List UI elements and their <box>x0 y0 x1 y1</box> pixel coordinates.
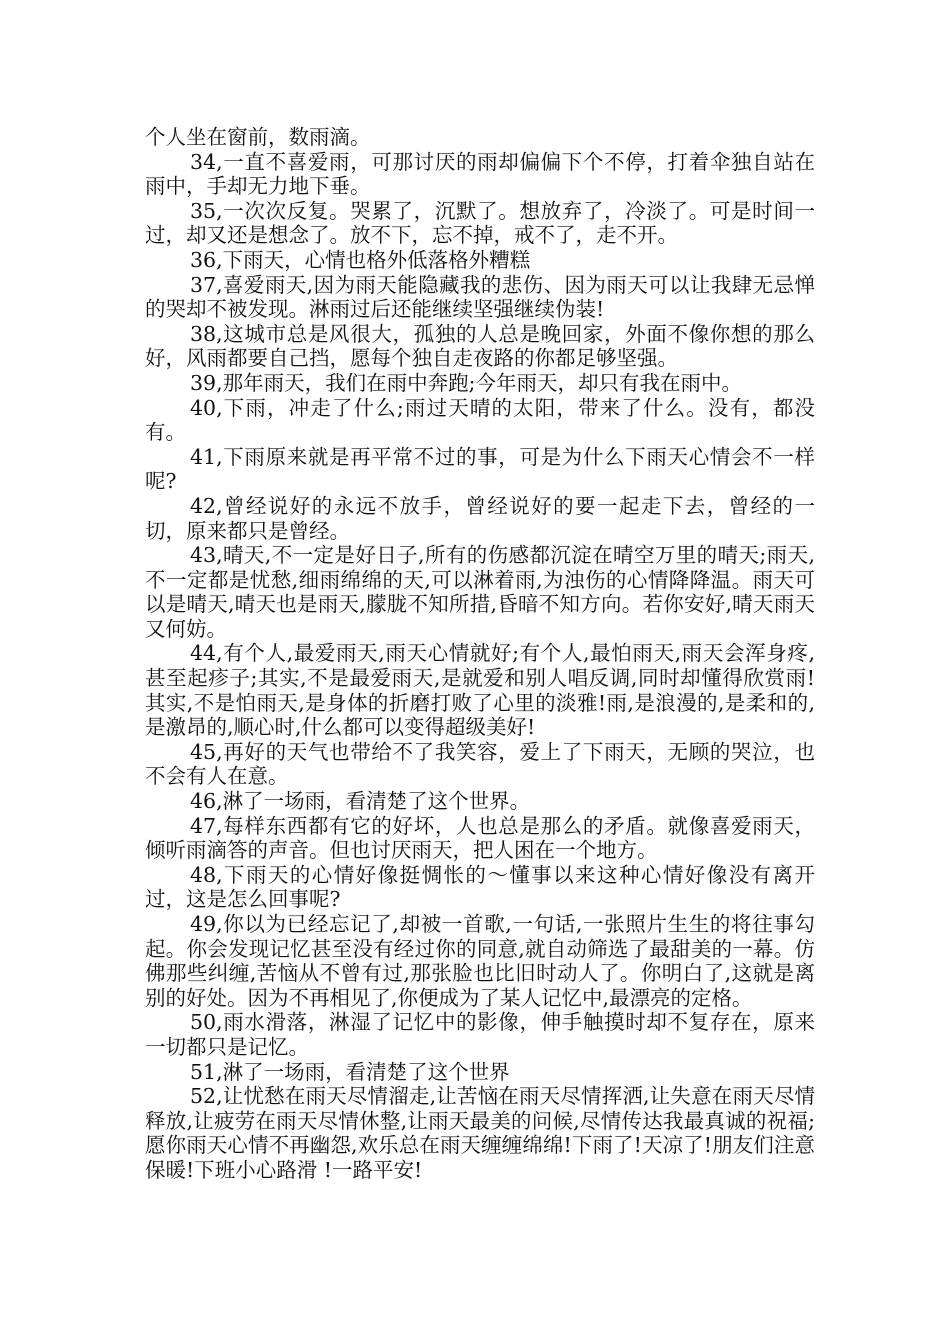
paragraph-45: 45,再好的天气也带给不了我笑容，爱上了下雨天，无顾的哭泣，也不会有人在意。 <box>145 739 815 789</box>
paragraph-39: 39,那年雨天，我们在雨中奔跑;今年雨天，却只有我在雨中。 <box>190 370 743 395</box>
paragraph-34: 34,一直不喜爱雨，可那讨厌的雨却偏偏下个不停，打着伞独自站在雨中，手却无力地下垂。 <box>145 149 815 199</box>
paragraph-40: 40,下雨，冲走了什么;雨过天晴的太阳，带来了什么。没有，都没有。 <box>145 395 815 445</box>
paragraph-47: 47,每样东西都有它的好坏，人也总是那么的矛盾。就像喜爱雨天，倾听雨滴答的声音。但也讨厌雨天，把人困在一个地方。 <box>145 813 815 863</box>
paragraph-37: 37,喜爱雨天,因为雨天能隐藏我的悲伤、因为雨天可以让我肆无忌惮的哭却不被发现。淋雨过后还能继续坚强继续伪装! <box>145 272 815 322</box>
paragraph-49: 49,你以为已经忘记了,却被一首歌,一句话,一张照片生生的将往事勾起。你会发现记忆甚至没有经过你的同意,就自动筛选了最甜美的一幕。仿佛那些纠缠,苦恼从不曾有过,那张脸也比旧时动人了。你明白了,这就是离别的好处。因为不再相见了,你便成为了某人记忆中,最漂亮的定格。 <box>145 912 815 1010</box>
paragraph-43: 43,晴天,不一定是好日子,所有的伤感都沉淀在晴空万里的晴天;雨天,不一定都是忧愁,细雨绵绵的天,可以淋着雨,为浊伤的心情降降温。雨天可以是晴天,晴天也是雨天,朦胧不知所措,昏暗不知方向。若你安好,晴天雨天又何妨。 <box>145 543 815 641</box>
paragraph-continuation: 个人坐在窗前，数雨滴。 <box>145 125 371 149</box>
paragraph-48: 48,下雨天的心情好像挺惆怅的～懂事以来这种心情好像没有离开过，这是怎么回事呢? <box>145 862 815 912</box>
paragraph-38: 38,这城市总是风很大，孤独的人总是晚回家，外面不像你想的那么好，风雨都要自己挡，愿每个独自走夜路的你都足够坚强。 <box>145 321 815 371</box>
paragraph-50: 50,雨水滑落，淋湿了记忆中的影像，伸手触摸时却不复存在，原来一切都只是记忆。 <box>145 1010 815 1059</box>
paragraph-52: 52,让忧愁在雨天尽情溜走,让苦恼在雨天尽情挥洒,让失意在雨天尽情释放,让疲劳在雨天尽情休整,让雨天最美的问候,尽情传达我最真诚的祝福;愿你雨天心情不再幽怨,欢乐总在雨天缠缠绵绵!下雨了!天凉了!朋友们注意保暖!下班小心路滑 !一路平安! <box>145 1084 815 1182</box>
document-body <box>145 125 815 1183</box>
paragraph-51: 51,淋了一场雨，看清楚了这个世界 <box>190 1059 510 1084</box>
paragraph-42: 42,曾经说好的永远不放手，曾经说好的要一起走下去，曾经的一切，原来都只是曾经。 <box>145 493 815 543</box>
paragraph-36: 36,下雨天，心情也格外低落格外糟糕 <box>190 247 531 272</box>
paragraph-35: 35,一次次反复。哭累了，沉默了。想放弃了，冷淡了。可是时间一过，却又还是想念了。放不下，忘不掉，戒不了，走不开。 <box>145 198 815 248</box>
paragraph-46: 46,淋了一场雨，看清楚了这个世界。 <box>190 789 531 814</box>
paragraph-41: 41,下雨原来就是再平常不过的事，可是为什么下雨天心情会不一样呢? <box>145 444 815 494</box>
paragraph-44: 44,有个人,最爱雨天,雨天心情就好;有个人,最怕雨天,雨天会浑身疼,甚至起疹子;其实,不是最爱雨天,是就爱和别人唱反调,同时却懂得欣赏雨!其实,不是怕雨天,是身体的折磨打败了心里的淡雅!雨,是浪漫的,是柔和的,是激昂的,顺心时,什么都可以变得超级美好! <box>145 641 815 740</box>
